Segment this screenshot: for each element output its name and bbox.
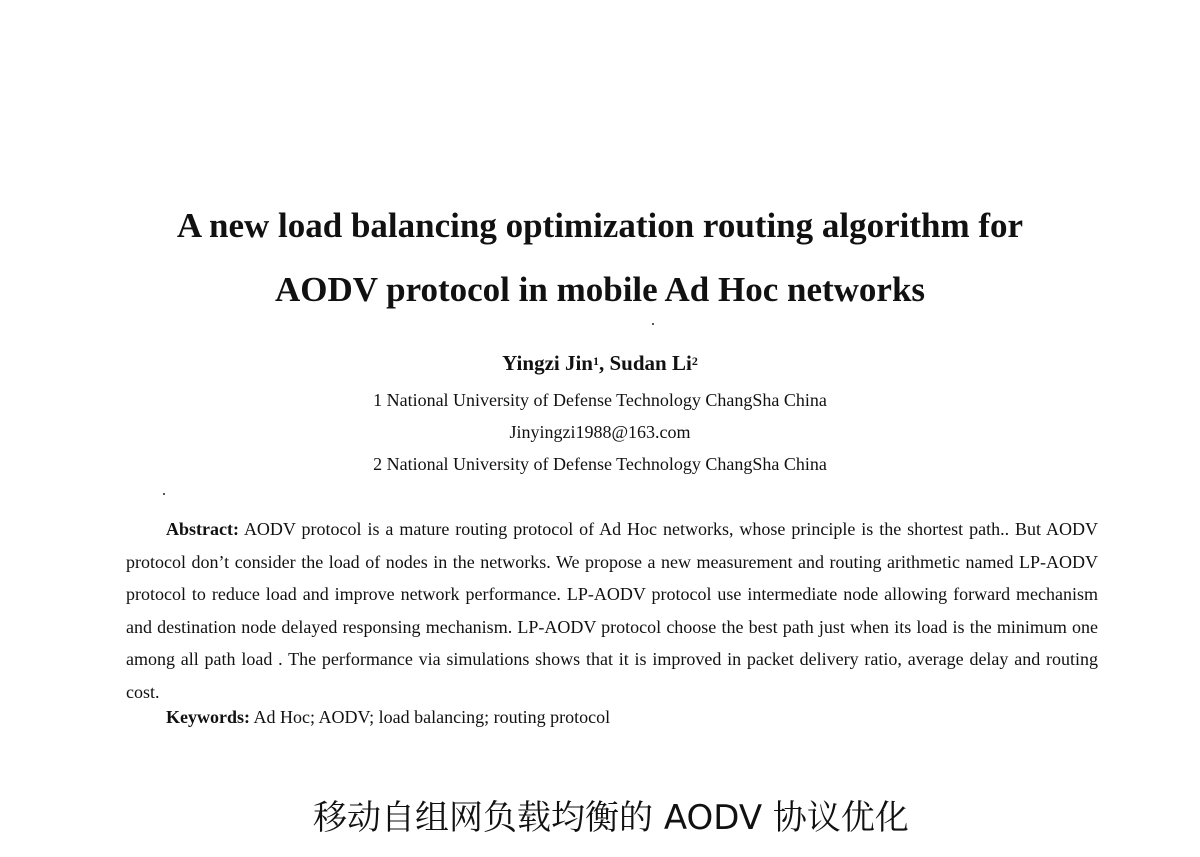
- author-2-affiliation-mark: 2: [691, 354, 698, 368]
- keywords-label: Keywords:: [166, 707, 250, 727]
- author-line: [0, 350, 1200, 376]
- affiliation-2: 2 National University of Defense Technology ChangSha China: [373, 454, 827, 474]
- stray-dot: [652, 323, 654, 325]
- paper-title-line-1: A new load balancing optimization routing algorithm for: [176, 206, 1024, 245]
- author-separator: ,: [599, 351, 610, 375]
- abstract-label: Abstract:: [166, 519, 239, 539]
- paper-title-line-2: AODV protocol in mobile Ad Hoc networks: [274, 270, 926, 309]
- abstract-paragraph: [126, 513, 1098, 708]
- author-1-affiliation-mark: 1: [593, 354, 599, 368]
- author-2-name: Sudan Li: [609, 351, 692, 375]
- keywords-text: Ad Hoc; AODV; load balancing; routing protocol: [253, 707, 611, 727]
- chinese-title: 移动自组网负载均衡的 AODV 协议优化: [313, 798, 909, 838]
- keywords-line: [166, 704, 610, 730]
- affiliation-1: 1 National University of Defense Technology ChangSha China: [373, 390, 827, 410]
- stray-dot: [163, 493, 165, 495]
- author-1-name: Yingzi Jin: [502, 351, 593, 375]
- author-email: Jinyingzi1988@163.com: [509, 422, 691, 442]
- abstract-text: AODV protocol is a mature routing protocol of Ad Hoc networks, whose principle is the shortest path.. But AODV protocol don’t consider the load of nodes in the networks. We propose a new measurement and routing arithmetic named LP-AODV protocol to reduce load and improve network performance. LP-AODV protocol use intermediate node allowing forward mechanism and destination node delayed responsing mechanism. LP-AODV protocol choose the best path just when its load is the minimum one among all path load . The performance via simulations shows that it is improved in packet delivery ratio, average delay and routing cost.: [126, 519, 1098, 702]
